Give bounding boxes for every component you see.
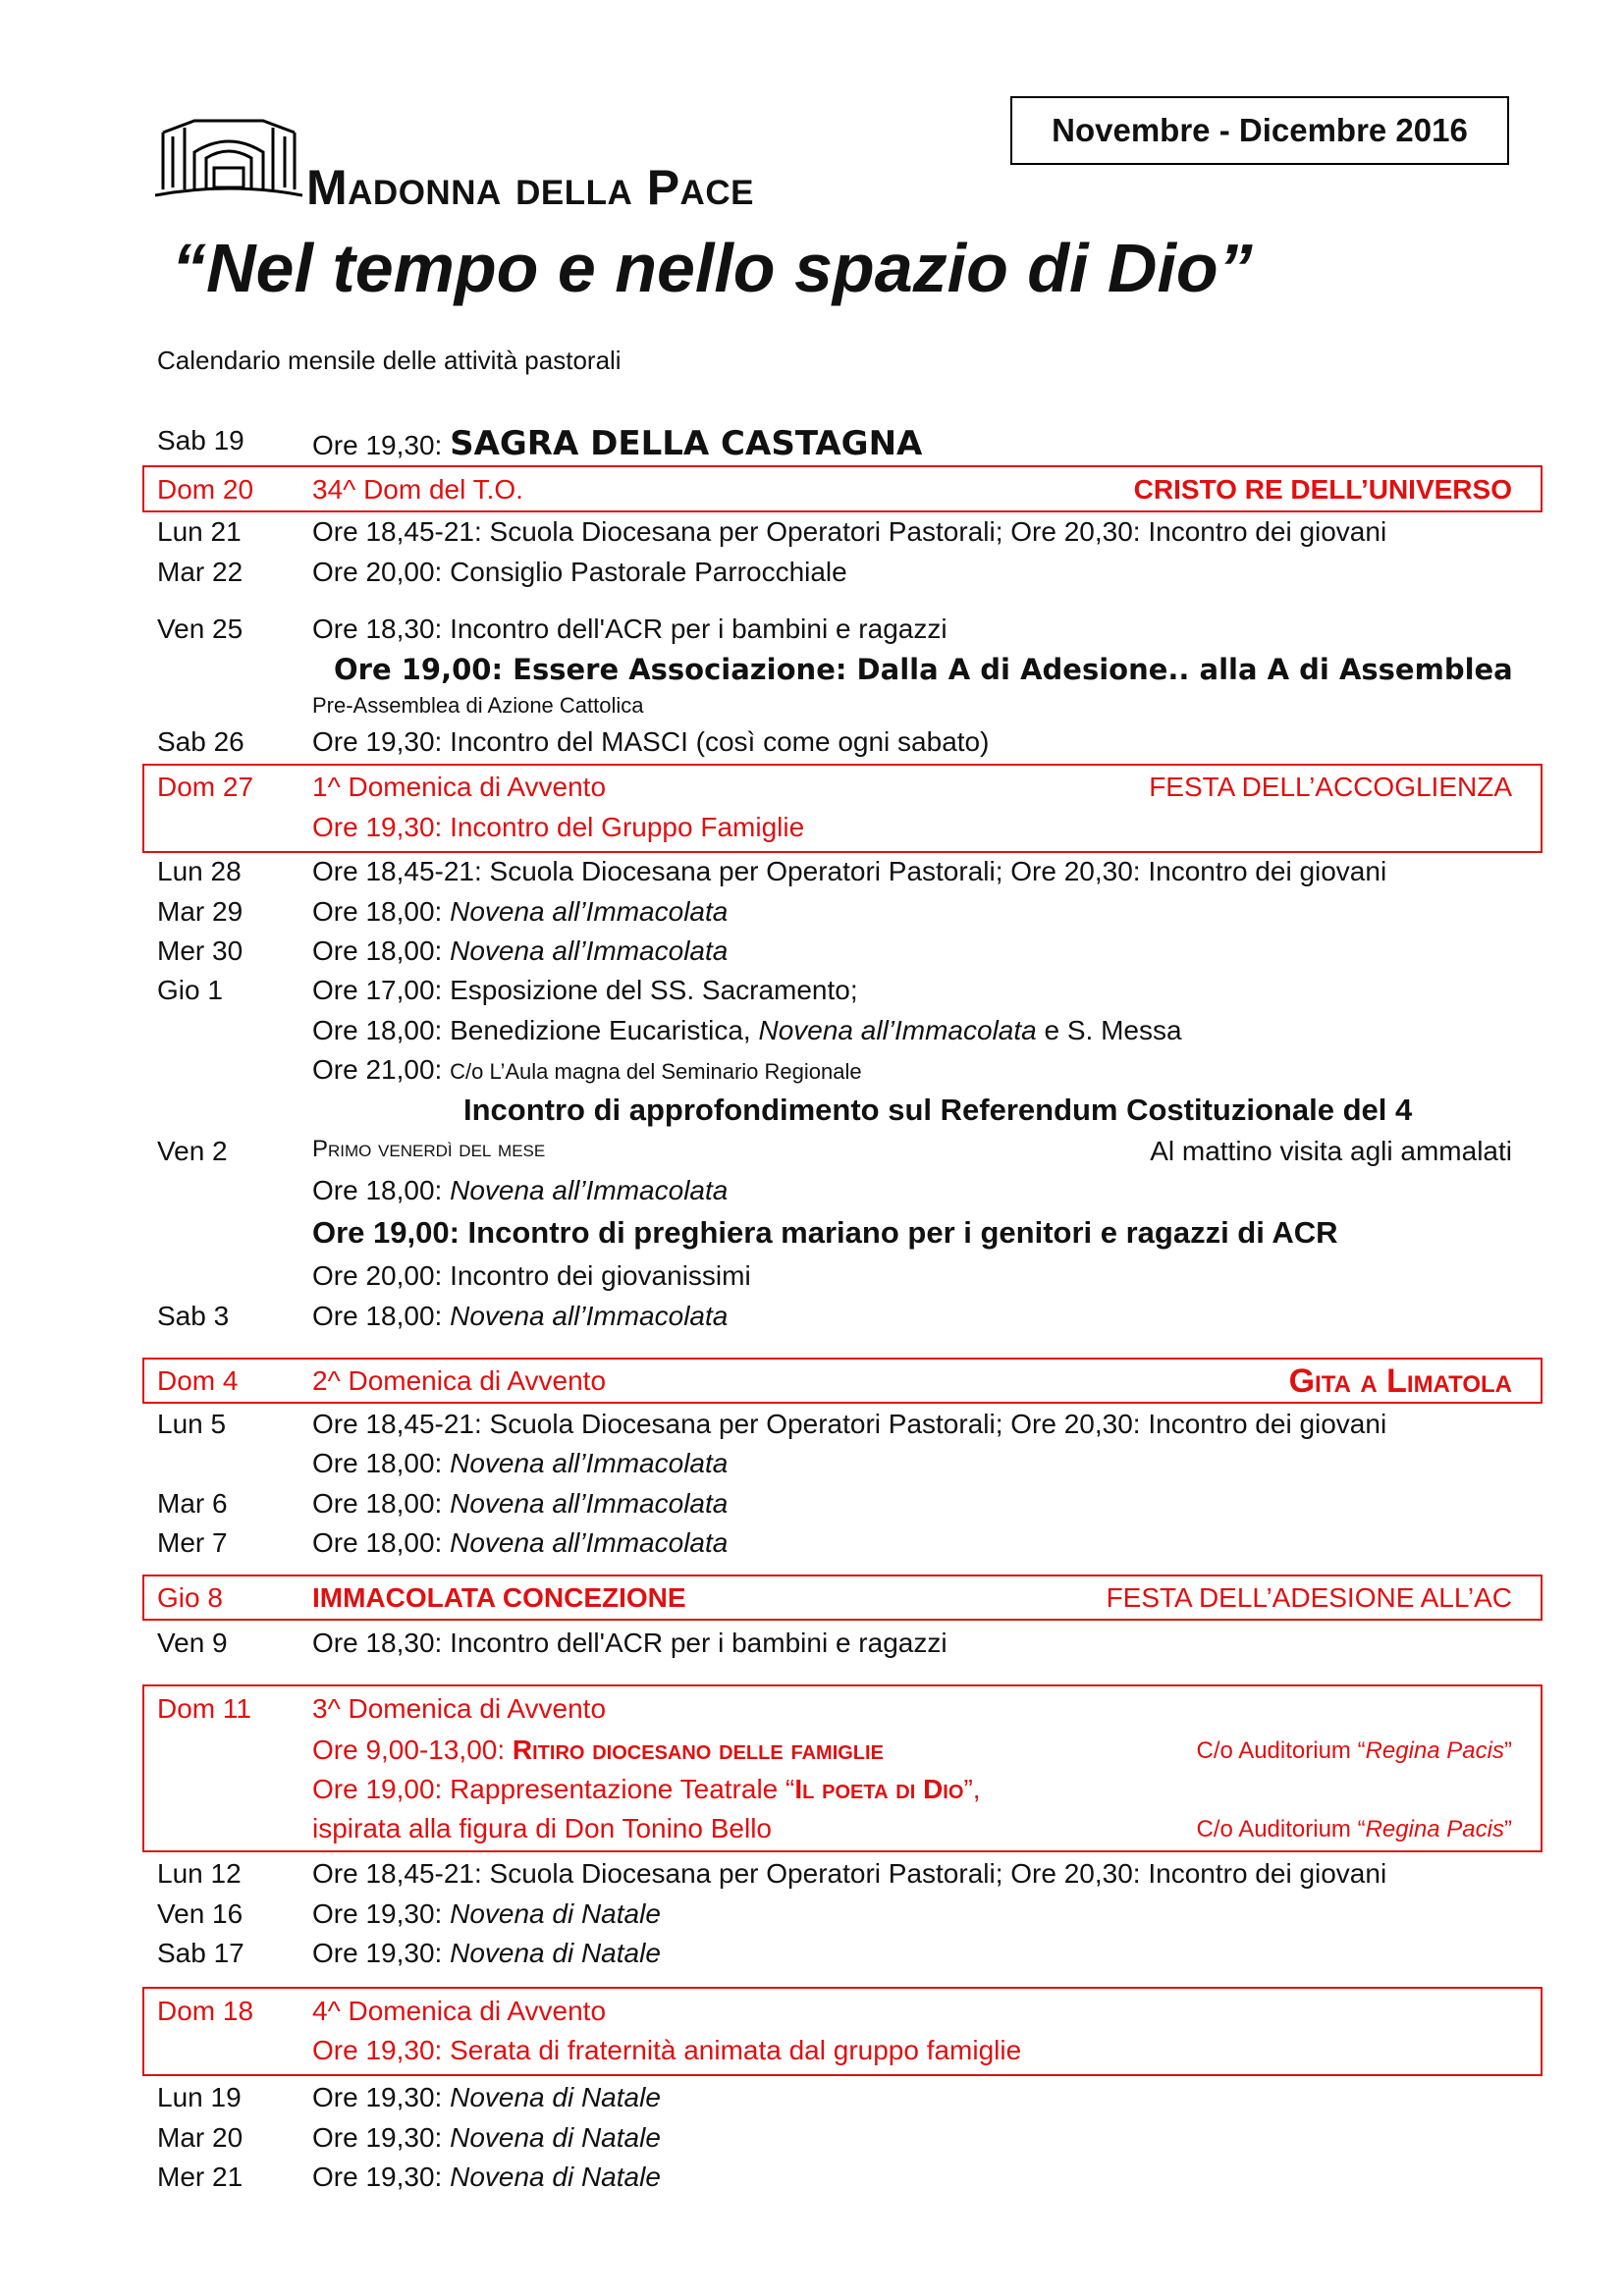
period-label: Novembre - Dicembre 2016	[1052, 112, 1468, 148]
row-text	[312, 898, 728, 926]
row-time: Ore 18,00:	[312, 1175, 451, 1205]
row-time: Ore 18,00:	[312, 935, 451, 966]
row-day: Sab 26	[157, 726, 244, 757]
row-text: Ore 19,00: Incontro di preghiera mariano per i genitori e ragazzi di ACR	[312, 1215, 1338, 1250]
row-right-note: FESTA DELL’ACCOGLIENZA	[1149, 772, 1512, 802]
row-event: Novena all’Immacolata	[450, 1448, 729, 1478]
row-day: Ven 16	[157, 1898, 244, 1929]
location-prefix: C/o Auditorium “	[1196, 1816, 1366, 1842]
row-event: Novena all’Immacolata	[758, 1015, 1037, 1045]
location-suffix: ”	[1504, 1816, 1512, 1842]
row-day: Mar 29	[157, 896, 244, 927]
church-logo-icon	[155, 113, 302, 203]
row-text: Ore 19,30: Serata di fraternità animata dal gruppo famiglie	[312, 2035, 1022, 2065]
row-text	[312, 1776, 981, 1803]
row-day: Dom 27	[157, 772, 254, 802]
row-day: Sab 19	[157, 425, 244, 455]
row-text: Ore 19,30: Incontro del Gruppo Famiglie	[312, 812, 805, 842]
row-time: Ore 19,30:	[312, 2082, 451, 2112]
row-event: Ritiro diocesano delle famiglie	[512, 1735, 884, 1765]
row-day: Gio 8	[157, 1582, 223, 1613]
row-text	[312, 2124, 661, 2152]
row-time: Ore 19,30:	[312, 2122, 451, 2153]
row-text: Ore 18,30: Incontro dell'ACR per i bambini e ragazzi	[312, 1628, 947, 1658]
row-day: Mar 22	[157, 557, 244, 587]
row-day: Lun 19	[157, 2082, 242, 2112]
row-text: Primo venerdì del mese	[312, 1136, 546, 1162]
row-text: 1^ Domenica di Avvento	[312, 772, 607, 802]
row-day: Ven 2	[157, 1136, 228, 1166]
row-event-tail: e S. Messa	[1036, 1015, 1182, 1045]
row-event: Novena di Natale	[450, 1898, 661, 1929]
row-right-note	[1197, 1818, 1513, 1842]
row-right-note	[1197, 1739, 1513, 1763]
row-text: Ore 17,00: Esposizione del SS. Sacramento;	[312, 975, 858, 1005]
row-text: ispirata alla figura di Don Tonino Bello	[312, 1813, 772, 1843]
location-name: Regina Pacis	[1365, 1816, 1504, 1842]
row-event: Novena all’Immacolata	[450, 896, 729, 927]
row-text: Ore 20,00: Consiglio Pastorale Parrocchiale	[312, 557, 847, 587]
parish-name: Madonna della Pace	[306, 160, 754, 215]
row-text	[312, 1017, 1182, 1044]
row-text	[312, 2084, 661, 2111]
row-text: Ore 18,45-21: Scuola Diocesana per Operatori Pastorali; Ore 20,30: Incontro dei giovani	[312, 1409, 1387, 1439]
row-text: 4^ Domenica di Avvento	[312, 1996, 607, 2026]
row-text: Incontro di approfondimento sul Referendum Costituzionale del 4	[463, 1093, 1413, 1127]
row-event: Novena all’Immacolata	[450, 1175, 729, 1205]
row-text	[312, 1940, 661, 1967]
row-text	[312, 1056, 862, 1084]
row-text: 2^ Domenica di Avvento	[312, 1365, 607, 1396]
row-text: Ore 20,00: Incontro dei giovanissimi	[312, 1260, 751, 1291]
row-event: Novena all’Immacolata	[450, 1488, 729, 1519]
row-text	[312, 1490, 728, 1518]
row-event: Novena di Natale	[450, 2082, 661, 2112]
row-day: Mer 30	[157, 935, 244, 966]
row-time: Ore 18,00:	[312, 1488, 451, 1519]
page-title: “Nel tempo e nello spazio di Dio”	[172, 230, 1253, 306]
row-day: Mar 20	[157, 2122, 244, 2153]
row-day: Sab 17	[157, 1938, 244, 1968]
row-text: Ore 18,30: Incontro dell'ACR per i bambini e ragazzi	[312, 614, 947, 644]
row-event: Novena di Natale	[450, 2122, 661, 2153]
row-day: Lun 28	[157, 856, 242, 886]
row-location: C/o L’Aula magna del Seminario Regionale	[450, 1059, 862, 1084]
row-text: Ore 18,45-21: Scuola Diocesana per Operatori Pastorali; Ore 20,30: Incontro dei giovani	[312, 1858, 1387, 1889]
page-subtitle: Calendario mensile delle attività pastorali	[157, 346, 622, 375]
row-event: SAGRA DELLA CASTAGNA	[450, 424, 923, 463]
period-box	[1010, 96, 1509, 165]
row-time: Ore 19,00: Rappresentazione Teatrale “	[312, 1774, 795, 1804]
row-time: Ore 18,00:	[312, 1301, 451, 1331]
row-right-note: FESTA DELL’ADESIONE ALL’AC	[1106, 1582, 1512, 1613]
row-text	[312, 937, 728, 965]
row-text	[312, 2163, 661, 2191]
row-text: Pre-Assemblea di Azione Cattolica	[312, 693, 644, 718]
row-time: Ore 9,00-13,00:	[312, 1735, 513, 1765]
row-text	[312, 1900, 661, 1928]
row-time: Ore 19,30:	[312, 1898, 451, 1929]
row-day: Sab 3	[157, 1301, 230, 1331]
row-text: Ore 19,00: Essere Associazione: Dalla A di Adesione.. alla A di Assemblea	[334, 653, 1513, 686]
row-time: Ore 18,00:	[312, 1448, 451, 1478]
row-time: Ore 18,00:	[312, 1527, 451, 1558]
row-text	[312, 424, 923, 463]
row-day: Gio 1	[157, 975, 223, 1005]
row-text: 3^ Domenica di Avvento	[312, 1693, 607, 1724]
row-event: Novena all’Immacolata	[450, 1527, 729, 1558]
row-day: Dom 20	[157, 474, 254, 505]
row-text: IMMACOLATA CONCEZIONE	[312, 1582, 686, 1613]
row-time: Ore 19,30:	[312, 1938, 451, 1968]
row-day: Dom 18	[157, 1996, 254, 2026]
row-event-tail: ”,	[963, 1774, 981, 1804]
row-event: Novena all’Immacolata	[450, 935, 729, 966]
row-event: Il poeta di Dio	[794, 1774, 964, 1804]
row-right-note: Gita a Limatola	[1288, 1362, 1512, 1400]
location-prefix: C/o Auditorium “	[1196, 1737, 1366, 1764]
row-day: Mer 7	[157, 1527, 228, 1558]
row-text: Ore 18,45-21: Scuola Diocesana per Operatori Pastorali; Ore 20,30: Incontro dei giovani	[312, 856, 1387, 886]
row-text: Ore 18,45-21: Scuola Diocesana per Operatori Pastorali; Ore 20,30: Incontro dei giovani	[312, 516, 1387, 547]
row-time: Ore 19,30:	[312, 2162, 451, 2192]
row-text	[312, 1177, 728, 1204]
row-day: Mar 6	[157, 1488, 228, 1519]
row-event: Novena all’Immacolata	[450, 1301, 729, 1331]
row-text	[312, 1450, 728, 1477]
row-day: Mer 21	[157, 2162, 244, 2192]
row-text: 34^ Dom del T.O.	[312, 474, 523, 505]
row-day: Lun 5	[157, 1409, 227, 1439]
row-day: Dom 4	[157, 1365, 239, 1396]
row-time: Ore 21,00:	[312, 1054, 451, 1085]
row-right-note: CRISTO RE DELL’UNIVERSO	[1133, 474, 1512, 505]
row-day: Lun 12	[157, 1858, 242, 1889]
row-day: Ven 25	[157, 614, 244, 644]
location-name: Regina Pacis	[1365, 1737, 1504, 1764]
row-right-note: Al mattino visita agli ammalati	[1150, 1136, 1512, 1166]
row-event: Novena di Natale	[450, 1938, 661, 1968]
location-suffix: ”	[1504, 1737, 1512, 1764]
row-time: Ore 18,00: Benedizione Eucaristica,	[312, 1015, 759, 1045]
row-day: Lun 21	[157, 516, 242, 547]
row-text	[312, 1736, 884, 1764]
row-event: Novena di Natale	[450, 2162, 661, 2192]
row-text	[312, 1303, 728, 1330]
row-text	[312, 1529, 728, 1557]
row-time: Ore 19,30:	[312, 430, 451, 460]
row-text: Ore 19,30: Incontro del MASCI (così come ogni sabato)	[312, 726, 990, 757]
row-day: Ven 9	[157, 1628, 228, 1658]
row-day: Dom 11	[157, 1693, 251, 1724]
row-time: Ore 18,00:	[312, 896, 451, 927]
